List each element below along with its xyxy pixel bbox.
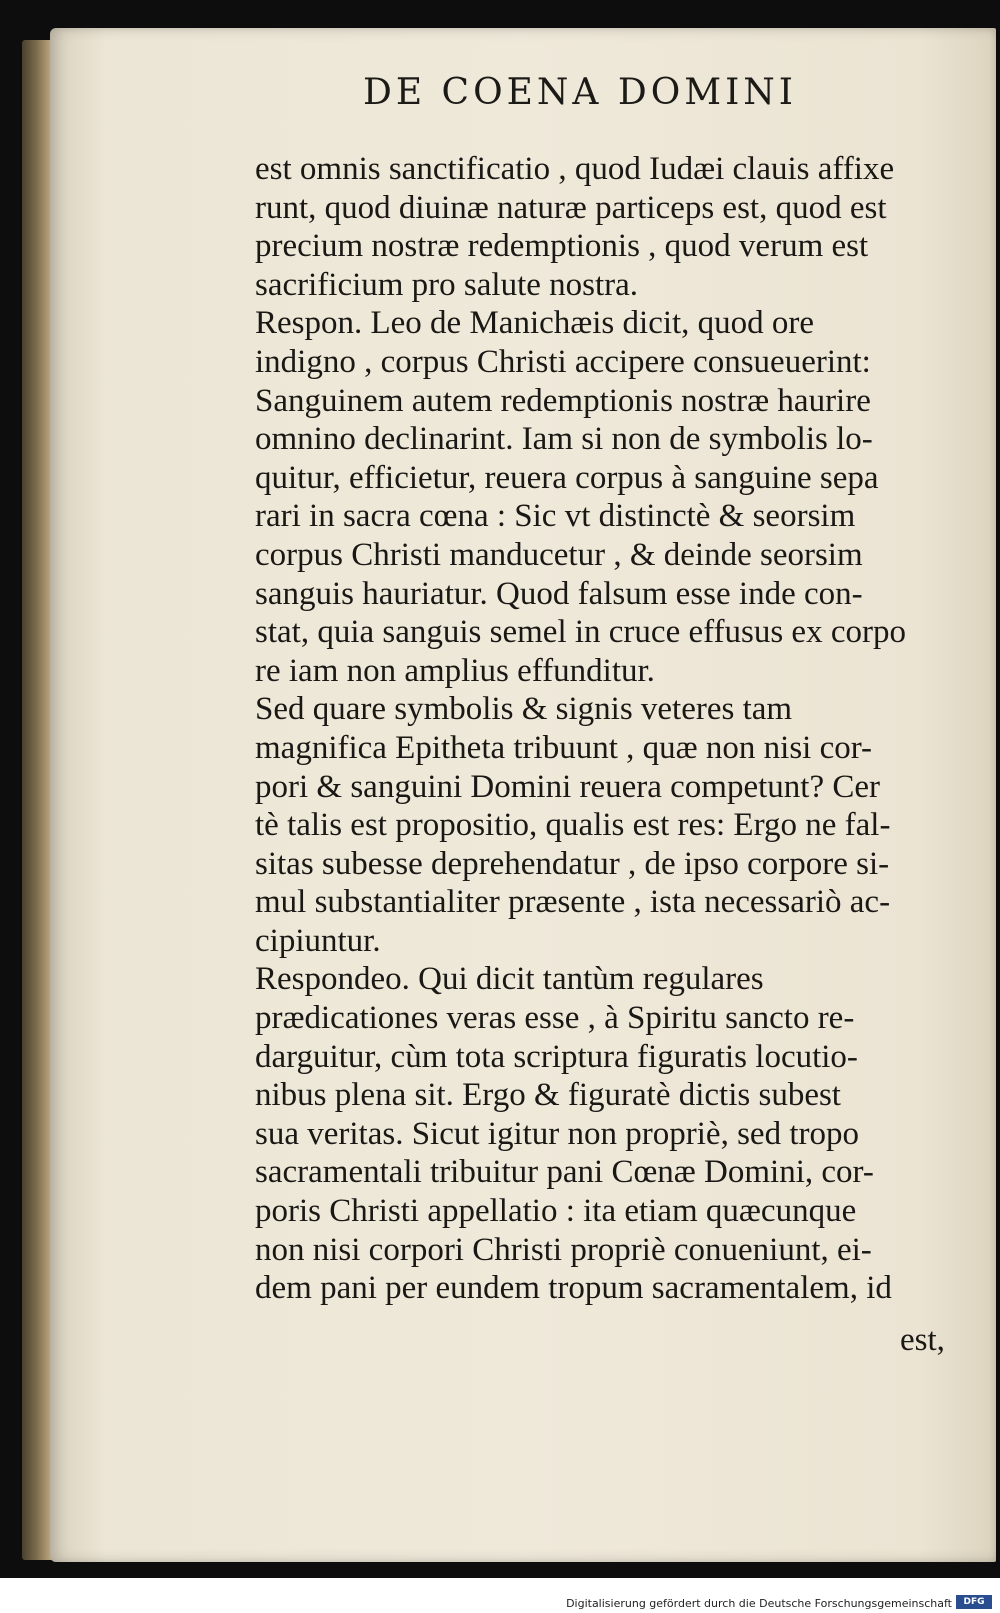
text-line: stat, quia sanguis semel in cruce effusus ex corpo [255,614,906,651]
running-header: DE COENA DOMINI [362,72,798,113]
text-line: nibus plena sit. Ergo & figuratè dictis subest [255,1077,841,1114]
funding-credit: Digitalisierung gefördert durch die Deutsche Forschungsgemeinschaft [566,1597,952,1610]
text-line: pori & sanguini Domini reuera competunt? Cer [255,768,881,805]
text-line: Sed quare symbolis & signis veteres tam [255,691,793,728]
text-line: non nisi corpori Christi propriè conueniunt, ei- [255,1231,872,1268]
text-line: runt, quod diuinæ naturæ particeps est, quod est [255,189,887,226]
text-line: darguitur, cùm tota scriptura figuratis locutio- [255,1038,858,1075]
text-line: sacramentali tribuitur pani Cœnæ Domini, cor- [255,1154,874,1191]
text-line: quitur, efficietur, reuera corpus à sanguine sepa [255,459,879,496]
text-line: Respondeo. Qui dicit tantùm regulares [255,961,764,998]
text-line: prædicationes veras esse , à Spiritu sancto re- [255,1000,855,1037]
text-line: precium nostræ redemptionis , quod verum est [255,228,869,265]
body-text [255,150,955,1308]
text-line: sacrificium pro salute nostra. [255,266,639,303]
text-line: sitas subesse deprehendatur , de ipso corpore si- [255,845,890,882]
catchword: est, [900,1322,945,1358]
text-line: dem pani per eundem tropum sacramentalem, id [255,1270,892,1307]
text-line: tè talis est propositio, qualis est res: Ergo ne fal- [255,807,891,844]
text-line: omnino declinarint. Iam si non de symbolis lo- [255,421,873,458]
text-line: sanguis hauriatur. Quod falsum esse inde con- [255,575,863,612]
text-line: indigno , corpus Christi accipere consueuerint: [255,343,871,380]
text-line: est omnis sanctificatio , quod Iudæi clauis affixe [255,151,895,187]
text-line: Sanguinem autem redemptionis nostræ haurire [255,382,871,419]
text-line: rari in sacra cœna : Sic vt distinctè & seorsim [255,498,856,535]
text-line: poris Christi appellatio : ita etiam quæcunque [255,1193,857,1230]
text-line: corpus Christi manducetur , & deinde seorsim [255,536,863,573]
text-line: Respon. Leo de Manichæis dicit, quod ore [255,305,815,342]
text-line: re iam non amplius effunditur. [255,652,655,689]
text-line: cipiuntur. [255,922,381,959]
dfg-logo-icon: DFG [956,1595,992,1609]
text-line: sua veritas. Sicut igitur non propriè, sed tropo [255,1115,859,1152]
text-line: mul substantialiter præsente , ista necessariò ac- [255,884,891,921]
text-line: magnifica Epitheta tribuunt , quæ non nisi cor- [255,729,873,766]
